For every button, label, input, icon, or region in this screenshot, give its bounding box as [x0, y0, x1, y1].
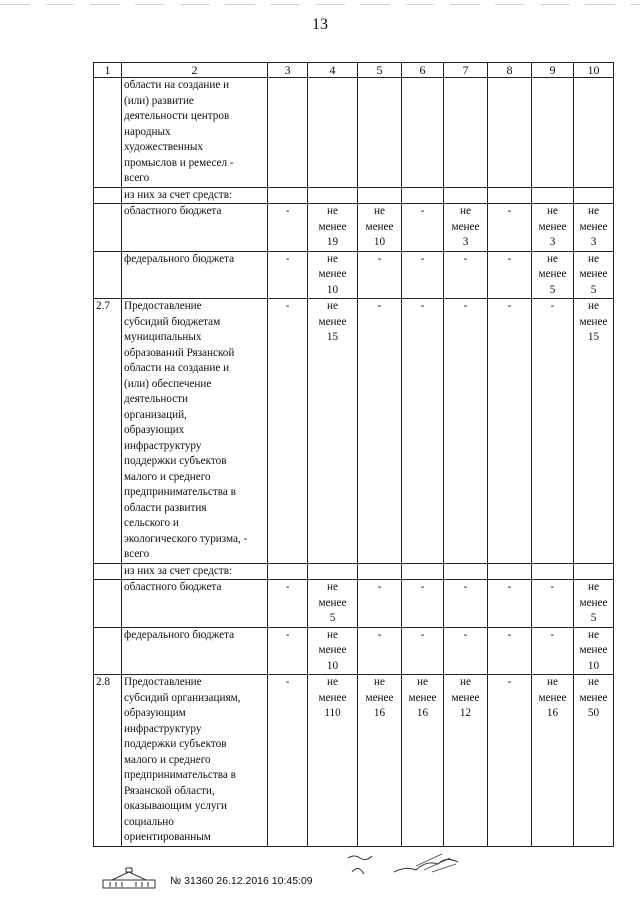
cell-text: менее	[318, 644, 347, 656]
building-seal-icon	[102, 866, 156, 890]
cell-text: -	[377, 581, 382, 593]
value-cell-c5	[358, 78, 402, 188]
cell-text: -	[420, 628, 425, 641]
cell-text: менее	[579, 596, 608, 609]
cell-text: 10	[326, 283, 339, 296]
cell-text: не	[417, 676, 428, 688]
cell-text: предпринимательства в	[124, 769, 236, 781]
value-cell-c10	[574, 251, 614, 299]
cell-text: Рязанской области,	[124, 784, 215, 797]
value-cell-c8	[488, 675, 532, 847]
value-cell-c4	[308, 580, 358, 628]
cell-text: не	[374, 205, 385, 217]
cell-text: -	[550, 628, 555, 641]
row-description	[122, 204, 268, 252]
cell-text: 16	[373, 707, 386, 719]
table-row	[94, 251, 614, 299]
value-cell-c8	[488, 563, 532, 580]
cell-text: менее	[365, 691, 394, 704]
cell-text: организаций,	[124, 408, 187, 421]
cell-text: субсидий бюджетам	[124, 315, 221, 328]
cell-text: менее	[538, 691, 567, 704]
header-cell: 8	[488, 63, 532, 78]
cell-text: -	[377, 628, 382, 641]
cell-text: менее	[451, 691, 480, 704]
value-cell-c6	[402, 563, 444, 580]
cell-text: менее	[538, 268, 567, 280]
value-cell-c7	[444, 627, 488, 675]
cell-text: не	[588, 205, 599, 217]
value-cell-c8	[488, 299, 532, 564]
value-cell-c10	[574, 299, 614, 564]
cell-text: -	[550, 300, 555, 312]
value-cell-c5	[358, 675, 402, 847]
cell-text: 3	[590, 236, 597, 248]
value-cell-c4	[308, 78, 358, 188]
value-cell-c7	[444, 563, 488, 580]
cell-text: менее	[318, 596, 347, 609]
cell-text: -	[507, 676, 512, 688]
cell-text: 50	[587, 707, 600, 719]
row-description	[122, 580, 268, 628]
cell-text: 5	[590, 612, 597, 624]
row-description	[122, 187, 268, 204]
value-cell-c6	[402, 187, 444, 204]
cell-text: области на создание и	[124, 79, 230, 91]
cell-text: 16	[416, 707, 429, 719]
cell-text: области развития	[124, 501, 207, 514]
value-cell-c9	[532, 580, 574, 628]
value-cell-c5	[358, 563, 402, 580]
cell-text: 10	[326, 659, 339, 672]
cell-text: не	[327, 676, 338, 688]
row-number	[94, 78, 122, 188]
cell-text: не	[460, 676, 471, 688]
cell-text: малого и среднего	[124, 753, 211, 766]
row-description	[122, 675, 268, 847]
cell-text: -	[377, 252, 382, 265]
cell-text: предпринимательства в	[124, 486, 236, 498]
value-cell-c6	[402, 204, 444, 252]
table-row	[94, 627, 614, 675]
cell-text: образований Рязанской	[124, 346, 235, 359]
header-cell: 4	[308, 63, 358, 78]
value-cell-c9	[532, 187, 574, 204]
cell-text: 12	[459, 707, 472, 719]
cell-text: из них за счет средств:	[124, 188, 233, 201]
value-cell-c8	[488, 187, 532, 204]
value-cell-c3	[268, 187, 308, 204]
value-cell-c4	[308, 627, 358, 675]
cell-text: менее	[579, 644, 608, 656]
value-cell-c5	[358, 204, 402, 252]
handwritten-signature	[346, 846, 466, 880]
row-number	[94, 580, 122, 628]
value-cell-c10	[574, 78, 614, 188]
value-cell-c6	[402, 299, 444, 564]
value-cell-c3	[268, 563, 308, 580]
header-cell: 6	[402, 63, 444, 78]
cell-text: -	[377, 300, 382, 312]
cell-text: не	[547, 205, 558, 217]
value-cell-c10	[574, 563, 614, 580]
cell-text: -	[420, 205, 425, 217]
cell-text: -	[285, 205, 290, 217]
header-cell: 9	[532, 63, 574, 78]
cell-text: не	[547, 676, 558, 688]
value-cell-c10	[574, 675, 614, 847]
value-cell-c9	[532, 299, 574, 564]
cell-text: федерального бюджета	[124, 252, 235, 265]
header-cell: 10	[574, 63, 614, 78]
cell-text: менее	[579, 268, 608, 280]
cell-text: 3	[462, 236, 469, 248]
cell-text: -	[285, 676, 290, 688]
cell-text: не	[327, 300, 338, 312]
value-cell-c4	[308, 675, 358, 847]
cell-text: 3	[549, 236, 556, 248]
cell-text: областного бюджета	[124, 205, 222, 217]
value-cell-c3	[268, 675, 308, 847]
cell-text: менее	[579, 220, 608, 233]
cell-text: из них за счет средств:	[124, 564, 233, 577]
cell-text: инфраструктуру	[124, 722, 202, 735]
cell-text: не	[588, 676, 599, 688]
cell-text: 16	[546, 707, 559, 719]
table-header-row	[94, 63, 614, 78]
cell-text: менее	[318, 315, 347, 328]
value-cell-c4	[308, 187, 358, 204]
value-cell-c3	[268, 204, 308, 252]
cell-text: -	[285, 628, 290, 641]
cell-text: менее	[408, 691, 437, 704]
cell-text: не	[588, 628, 599, 641]
cell-text: Предоставление	[124, 300, 202, 312]
header-cell: 3	[268, 63, 308, 78]
value-cell-c9	[532, 627, 574, 675]
cell-text: -	[463, 300, 468, 312]
page-number: 13	[312, 16, 328, 33]
cell-text: 5	[549, 283, 556, 296]
cell-text: деятельности	[124, 393, 189, 405]
cell-text: не	[327, 628, 338, 641]
row-number	[94, 251, 122, 299]
header-cell: 5	[358, 63, 402, 78]
cell-text: -	[507, 252, 512, 265]
cell-text: 15	[326, 331, 339, 343]
cell-text: народных	[124, 125, 171, 138]
cell-text: области на создание и	[124, 362, 230, 374]
value-cell-c3	[268, 627, 308, 675]
row-number	[94, 627, 122, 675]
row-description	[122, 563, 268, 580]
cell-text: оказывающим услуги	[124, 800, 228, 812]
header-cell: 7	[444, 63, 488, 78]
cell-text: 15	[587, 331, 600, 343]
cell-text: деятельности центров	[124, 110, 230, 122]
cell-text: муниципальных	[124, 331, 202, 343]
cell-text: 5	[329, 612, 336, 624]
value-cell-c7	[444, 187, 488, 204]
cell-text: не	[327, 581, 338, 593]
cell-text: 19	[326, 236, 339, 248]
cell-text: -	[463, 628, 468, 641]
cell-text: экологического туризма, -	[124, 532, 248, 545]
value-cell-c3	[268, 580, 308, 628]
value-cell-c8	[488, 78, 532, 188]
value-cell-c5	[358, 580, 402, 628]
value-cell-c3	[268, 78, 308, 188]
cell-text: 10	[373, 236, 386, 248]
cell-text: -	[463, 581, 468, 593]
cell-text: 110	[324, 707, 341, 719]
row-number	[94, 204, 122, 252]
value-cell-c7	[444, 675, 488, 847]
value-cell-c9	[532, 78, 574, 188]
row-number: 2.7	[94, 299, 122, 564]
cell-text: всего	[124, 548, 150, 560]
value-cell-c3	[268, 299, 308, 564]
value-cell-c10	[574, 204, 614, 252]
cell-text: не	[327, 205, 338, 217]
table-row	[94, 563, 614, 580]
cell-text: 5	[590, 283, 597, 296]
table-row	[94, 204, 614, 252]
cell-text: малого и среднего	[124, 470, 211, 483]
table-row	[94, 187, 614, 204]
value-cell-c5	[358, 627, 402, 675]
cell-text: -	[285, 581, 290, 593]
cell-text: образующим	[124, 707, 186, 719]
cell-text: художественных	[124, 141, 204, 153]
cell-text: не	[588, 300, 599, 312]
value-cell-c7	[444, 204, 488, 252]
cell-text: социально	[124, 815, 174, 828]
cell-text: менее	[365, 220, 394, 233]
value-cell-c6	[402, 627, 444, 675]
table-row	[94, 78, 614, 188]
row-description	[122, 251, 268, 299]
value-cell-c5	[358, 187, 402, 204]
cell-text: -	[550, 581, 555, 593]
value-cell-c8	[488, 251, 532, 299]
cell-text: менее	[579, 691, 608, 704]
cell-text: -	[507, 205, 512, 217]
cell-text: образующих	[124, 424, 185, 436]
cell-text: менее	[538, 220, 567, 233]
row-description	[122, 627, 268, 675]
value-cell-c4	[308, 251, 358, 299]
cell-text: промыслов и ремесел -	[124, 156, 234, 169]
value-cell-c9	[532, 204, 574, 252]
header-cell: 1	[94, 63, 122, 78]
cell-text: -	[285, 300, 290, 312]
cell-text: не	[374, 676, 385, 688]
cell-text: менее	[451, 220, 480, 233]
cell-text: -	[285, 252, 290, 265]
table-row	[94, 580, 614, 628]
value-cell-c5	[358, 251, 402, 299]
value-cell-c5	[358, 299, 402, 564]
cell-text: Предоставление	[124, 676, 202, 688]
cell-text: областного бюджета	[124, 581, 222, 593]
value-cell-c9	[532, 675, 574, 847]
cell-text: 10	[587, 659, 600, 672]
cell-text: -	[420, 252, 425, 265]
budget-table	[93, 62, 614, 847]
cell-text: менее	[579, 315, 608, 328]
cell-text: -	[507, 300, 512, 312]
cell-text: поддержки субъектов	[124, 455, 227, 467]
value-cell-c7	[444, 78, 488, 188]
row-description	[122, 299, 268, 564]
value-cell-c8	[488, 627, 532, 675]
cell-text: не	[588, 581, 599, 593]
row-number	[94, 563, 122, 580]
cell-text: -	[507, 581, 512, 593]
footer	[96, 866, 616, 896]
value-cell-c10	[574, 187, 614, 204]
table-row	[94, 299, 614, 564]
value-cell-c6	[402, 251, 444, 299]
cell-text: федерального бюджета	[124, 628, 235, 641]
row-number: 2.8	[94, 675, 122, 847]
value-cell-c10	[574, 580, 614, 628]
value-cell-c4	[308, 204, 358, 252]
value-cell-c6	[402, 675, 444, 847]
value-cell-c9	[532, 563, 574, 580]
cell-text: -	[463, 252, 468, 265]
cell-text: не	[547, 252, 558, 265]
cell-text: не	[327, 252, 338, 265]
cell-text: менее	[318, 268, 347, 280]
value-cell-c7	[444, 251, 488, 299]
cell-text: (или) обеспечение	[124, 377, 212, 390]
header-cell: 2	[122, 63, 268, 78]
cell-text: всего	[124, 172, 150, 184]
scan-edge	[0, 4, 640, 5]
cell-text: -	[420, 300, 425, 312]
value-cell-c6	[402, 78, 444, 188]
cell-text: менее	[318, 691, 347, 704]
cell-text: -	[507, 628, 512, 641]
value-cell-c7	[444, 580, 488, 628]
cell-text: ориентированным	[124, 831, 211, 843]
cell-text: (или) развитие	[124, 94, 194, 107]
cell-text: менее	[318, 220, 347, 233]
registration-stamp: № 31360 26.12.2016 10:45:09	[170, 875, 313, 887]
cell-text: поддержки субъектов	[124, 738, 227, 750]
value-cell-c8	[488, 580, 532, 628]
value-cell-c9	[532, 251, 574, 299]
value-cell-c7	[444, 299, 488, 564]
cell-text: инфраструктуру	[124, 439, 202, 452]
value-cell-c3	[268, 251, 308, 299]
cell-text: не	[460, 205, 471, 217]
value-cell-c4	[308, 299, 358, 564]
value-cell-c8	[488, 204, 532, 252]
value-cell-c6	[402, 580, 444, 628]
cell-text: -	[420, 581, 425, 593]
cell-text: субсидий организациям,	[124, 691, 241, 704]
row-description	[122, 78, 268, 188]
table-row	[94, 675, 614, 847]
row-number	[94, 187, 122, 204]
cell-text: не	[588, 252, 599, 265]
cell-text: сельского и	[124, 517, 179, 529]
value-cell-c10	[574, 627, 614, 675]
value-cell-c4	[308, 563, 358, 580]
